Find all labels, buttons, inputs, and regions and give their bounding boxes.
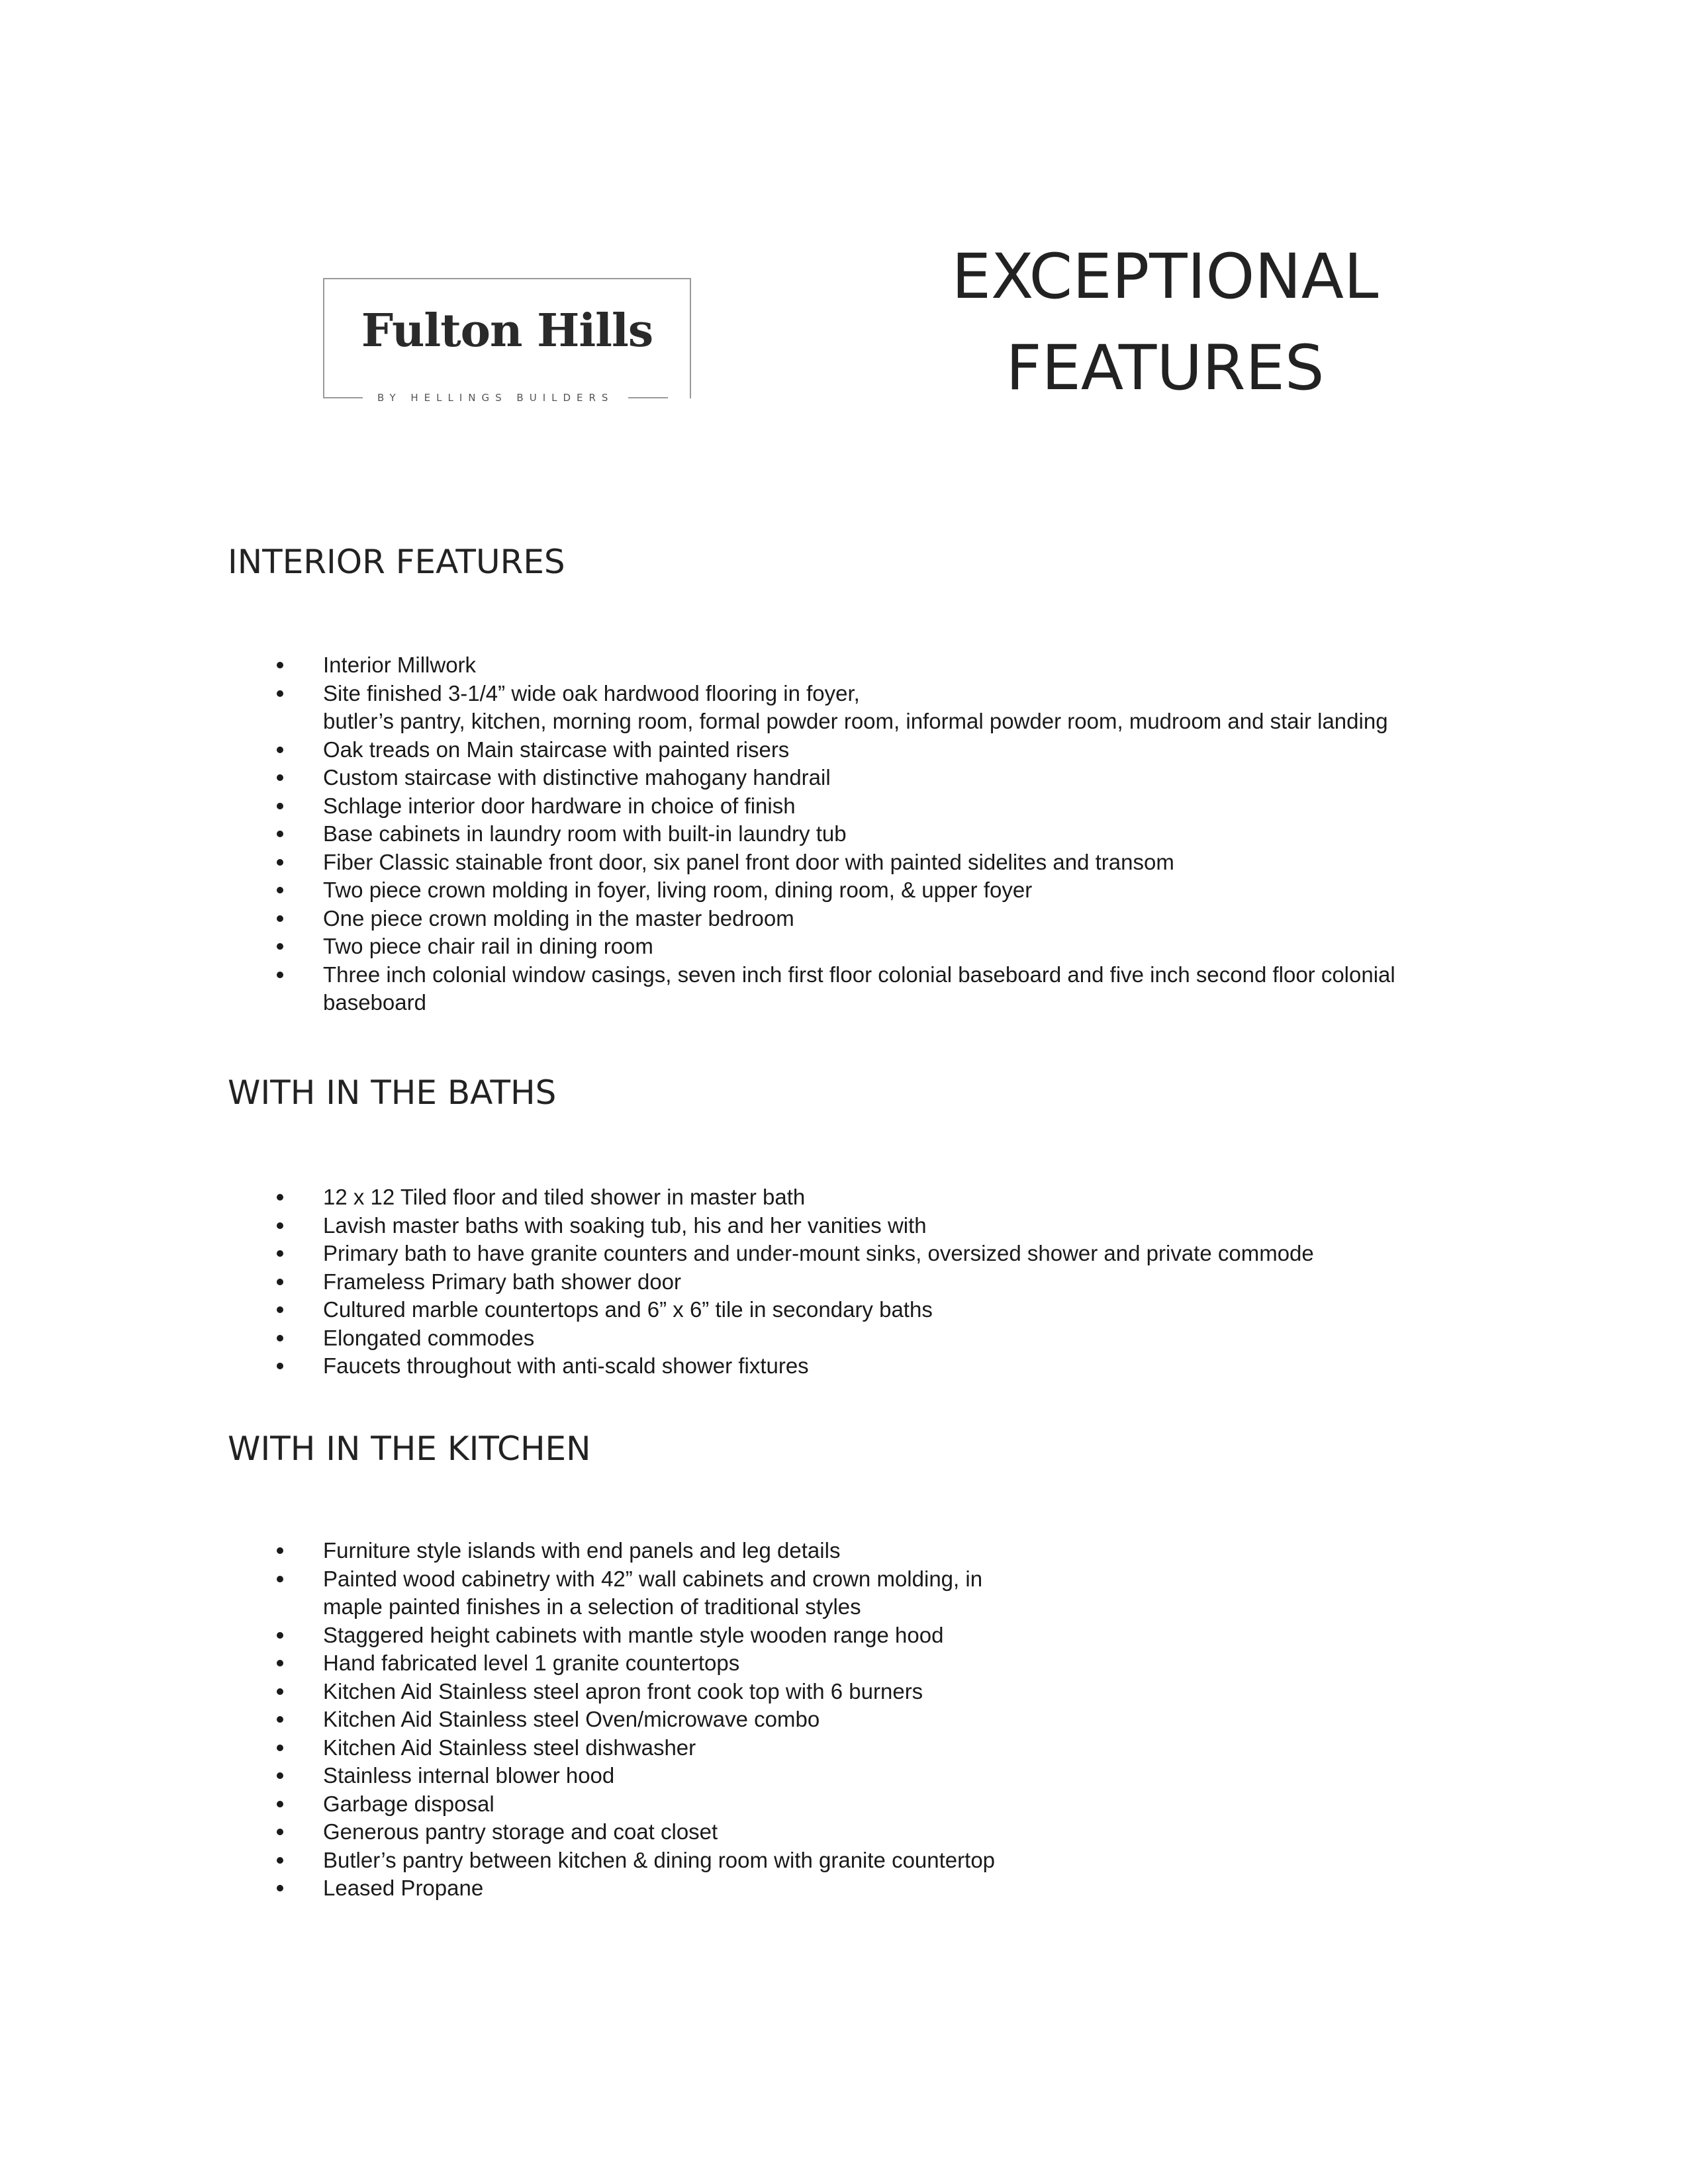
list-item-text: Leased Propane xyxy=(323,1876,484,1900)
list-item xyxy=(270,764,1435,792)
bullet-icon xyxy=(277,1632,283,1639)
list-item-text: Garbage disposal xyxy=(323,1791,494,1816)
bullet-icon xyxy=(277,1250,283,1257)
list-item xyxy=(270,1565,1435,1621)
list-item xyxy=(270,1790,1435,1819)
list-item-text: Elongated commodes xyxy=(323,1325,535,1350)
bullet-icon xyxy=(277,1688,283,1695)
baths-features-list xyxy=(270,1183,1435,1381)
logo-rule-right xyxy=(628,397,668,398)
bullet-icon xyxy=(277,1829,283,1835)
list-item-text: Site finished 3-1/4” wide oak hardwood flooring in foyer, butler’s pantry, kitchen, morning room, formal powder room, informal powder room, mudroom and stair landing xyxy=(323,680,1388,733)
list-item-text: Interior Millwork xyxy=(323,653,477,677)
bullet-icon xyxy=(277,859,283,866)
list-item-text: Painted wood cabinetry with 42” wall cabinets and crown molding, in maple painted finishes in a selection of traditional styles xyxy=(323,1566,983,1619)
list-item-text: Staggered height cabinets with mantle style wooden range hood xyxy=(323,1622,944,1647)
bullet-icon xyxy=(277,1801,283,1807)
list-item xyxy=(270,1621,1435,1650)
list-item xyxy=(270,848,1435,877)
bullet-icon xyxy=(277,972,283,978)
bullet-icon xyxy=(277,662,283,668)
list-item xyxy=(270,1183,1435,1212)
list-item-text: Stainless internal blower hood xyxy=(323,1763,615,1788)
bullet-icon xyxy=(277,1745,283,1751)
list-item xyxy=(270,1818,1435,1846)
bullet-icon xyxy=(277,1716,283,1723)
logo-tagline: BY HELLINGS BUILDERS xyxy=(377,392,614,404)
interior-features-list xyxy=(270,651,1435,1017)
list-item xyxy=(270,680,1435,736)
bullet-icon xyxy=(277,747,283,753)
list-item xyxy=(270,961,1435,1017)
bullet-icon xyxy=(277,915,283,922)
list-item xyxy=(270,1537,1435,1565)
list-item xyxy=(270,905,1435,933)
list-item-text: Kitchen Aid Stainless steel dishwasher xyxy=(323,1735,696,1760)
list-item-text: Butler’s pantry between kitchen & dining room with granite countertop xyxy=(323,1847,996,1872)
list-item xyxy=(270,1734,1435,1762)
list-item-text: Base cabinets in laundry room with built-in laundry tub xyxy=(323,821,847,846)
list-item xyxy=(270,1706,1435,1734)
page-title xyxy=(887,232,1443,414)
list-item-text: 12 x 12 Tiled floor and tiled shower in master bath xyxy=(323,1185,806,1209)
bullet-icon xyxy=(277,1857,283,1864)
bullet-icon xyxy=(277,943,283,950)
list-item xyxy=(270,1846,1435,1875)
section-heading-baths: WITH IN THE BATHS xyxy=(228,1073,557,1112)
page-title-line-1: EXCEPTIONAL xyxy=(951,241,1379,313)
list-item xyxy=(270,1352,1435,1381)
bullet-icon xyxy=(277,1547,283,1554)
list-item-text: Furniture style islands with end panels and leg details xyxy=(323,1538,841,1563)
section-heading-kitchen: WITH IN THE KITCHEN xyxy=(228,1430,591,1468)
page-title-line-2: FEATURES xyxy=(1006,332,1325,404)
bullet-icon xyxy=(277,690,283,697)
list-item-text: Kitchen Aid Stainless steel Oven/microwave combo xyxy=(323,1707,820,1731)
section-heading-interior: INTERIOR FEATURES xyxy=(228,543,565,581)
bullet-icon xyxy=(277,1306,283,1313)
logo-name: Fulton Hills xyxy=(361,304,653,357)
list-item-text: Schlage interior door hardware in choice of finish xyxy=(323,793,796,818)
bullet-icon xyxy=(277,1660,283,1666)
list-item-text: Two piece chair rail in dining room xyxy=(323,934,653,958)
bullet-icon xyxy=(277,1576,283,1582)
list-item xyxy=(270,876,1435,905)
bullet-icon xyxy=(277,1885,283,1891)
list-item xyxy=(270,736,1435,764)
list-item xyxy=(270,1212,1435,1240)
list-item-text: Three inch colonial window casings, seven inch first floor colonial baseboard and five inch second floor colonial baseboard xyxy=(323,962,1395,1015)
bullet-icon xyxy=(277,1194,283,1201)
list-item-text: Lavish master baths with soaking tub, his and her vanities with xyxy=(323,1212,927,1238)
builder-logo xyxy=(323,278,691,404)
logo-tagline-row xyxy=(323,388,691,408)
list-item-text: Oak treads on Main staircase with painted risers xyxy=(323,737,790,762)
list-item xyxy=(270,1874,1435,1903)
list-item xyxy=(270,1296,1435,1324)
list-item xyxy=(270,933,1435,961)
list-item-text: Kitchen Aid Stainless steel apron front cook top with 6 burners xyxy=(323,1678,923,1704)
list-item xyxy=(270,1762,1435,1790)
list-item xyxy=(270,1240,1435,1268)
bullet-icon xyxy=(277,1279,283,1285)
list-item-text: Hand fabricated level 1 granite countertops xyxy=(323,1651,740,1675)
list-item xyxy=(270,1678,1435,1706)
bullet-icon xyxy=(277,887,283,893)
list-item xyxy=(270,1268,1435,1297)
bullet-icon xyxy=(277,1772,283,1779)
list-item xyxy=(270,1324,1435,1353)
logo-rule-left xyxy=(323,397,363,398)
list-item xyxy=(270,820,1435,848)
list-item-text: One piece crown molding in the master bedroom xyxy=(323,905,794,931)
list-item-text: Custom staircase with distinctive mahogany handrail xyxy=(323,765,831,790)
bullet-icon xyxy=(277,1363,283,1369)
list-item-text: Primary bath to have granite counters and under-mount sinks, oversized shower and private commode xyxy=(323,1241,1314,1265)
list-item-text: Frameless Primary bath shower door xyxy=(323,1269,682,1294)
bullet-icon xyxy=(277,1335,283,1342)
list-item xyxy=(270,651,1435,680)
list-item-text: Two piece crown molding in foyer, living room, dining room, & upper foyer xyxy=(323,878,1033,902)
list-item-text: Faucets throughout with anti-scald shower fixtures xyxy=(323,1353,809,1378)
list-item-text: Generous pantry storage and coat closet xyxy=(323,1819,718,1844)
bullet-icon xyxy=(277,1222,283,1229)
bullet-icon xyxy=(277,774,283,781)
list-item-text: Cultured marble countertops and 6” x 6” tile in secondary baths xyxy=(323,1297,933,1322)
list-item xyxy=(270,1649,1435,1678)
bullet-icon xyxy=(277,831,283,837)
list-item xyxy=(270,792,1435,821)
bullet-icon xyxy=(277,803,283,809)
list-item-text: Fiber Classic stainable front door, six panel front door with painted sidelites and transom xyxy=(323,849,1174,874)
kitchen-features-list xyxy=(270,1537,1435,1903)
